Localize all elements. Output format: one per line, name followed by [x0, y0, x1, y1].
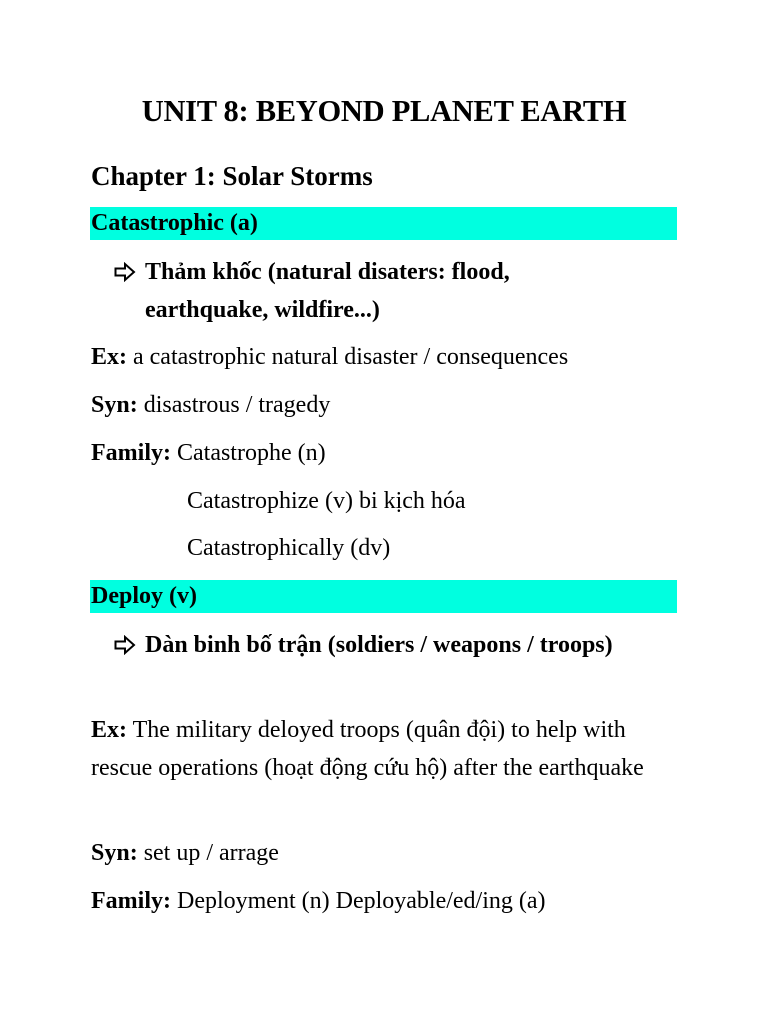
headword-highlight: [90, 580, 677, 613]
example-text: a catastrophic natural disaster / consequences: [133, 344, 569, 370]
family-label: Family:: [91, 888, 171, 914]
headword: Deploy (v): [91, 583, 197, 609]
family-item: Catastrophize (v) bi kịch hóa: [187, 488, 466, 514]
synonym-line: [91, 834, 279, 872]
outlined-right-arrow-icon: [114, 262, 136, 282]
example-label: Ex:: [91, 717, 127, 743]
headword-highlight: [90, 207, 677, 240]
synonym-text: set up / arrage: [143, 840, 279, 866]
chapter-title: Chapter 1: Solar Storms: [91, 161, 373, 191]
meaning-text: Thảm khốc (natural disaters: flood, earthquake, wildfire...): [145, 259, 510, 323]
family-line: [91, 882, 546, 920]
family-item: Catastrophically (dv): [187, 535, 391, 561]
example-paragraph: [91, 712, 671, 787]
family-item: Catastrophe (n): [176, 440, 326, 466]
family-line: [91, 434, 326, 472]
headword: Catastrophic (a): [91, 210, 258, 236]
example-label: Ex:: [91, 344, 127, 370]
synonym-label: Syn:: [91, 840, 138, 866]
outlined-right-arrow-icon: [114, 635, 136, 655]
meaning-text: Dàn binh bố trận (soldiers / weapons / troops): [145, 632, 613, 658]
synonym-label: Syn:: [91, 392, 138, 418]
example-line: [91, 338, 568, 376]
family-label: Family:: [91, 440, 171, 466]
example-text: The military deloyed troops (quân đội) to help with rescue operations (hoạt động cứu hộ) after the earthquake: [91, 717, 644, 781]
unit-title: UNIT 8: BEYOND PLANET EARTH: [141, 94, 627, 128]
synonym-line: [91, 386, 330, 424]
synonym-text: disastrous / tragedy: [143, 392, 331, 418]
family-text: Deployment (n) Deployable/ed/ing (a): [176, 888, 546, 914]
